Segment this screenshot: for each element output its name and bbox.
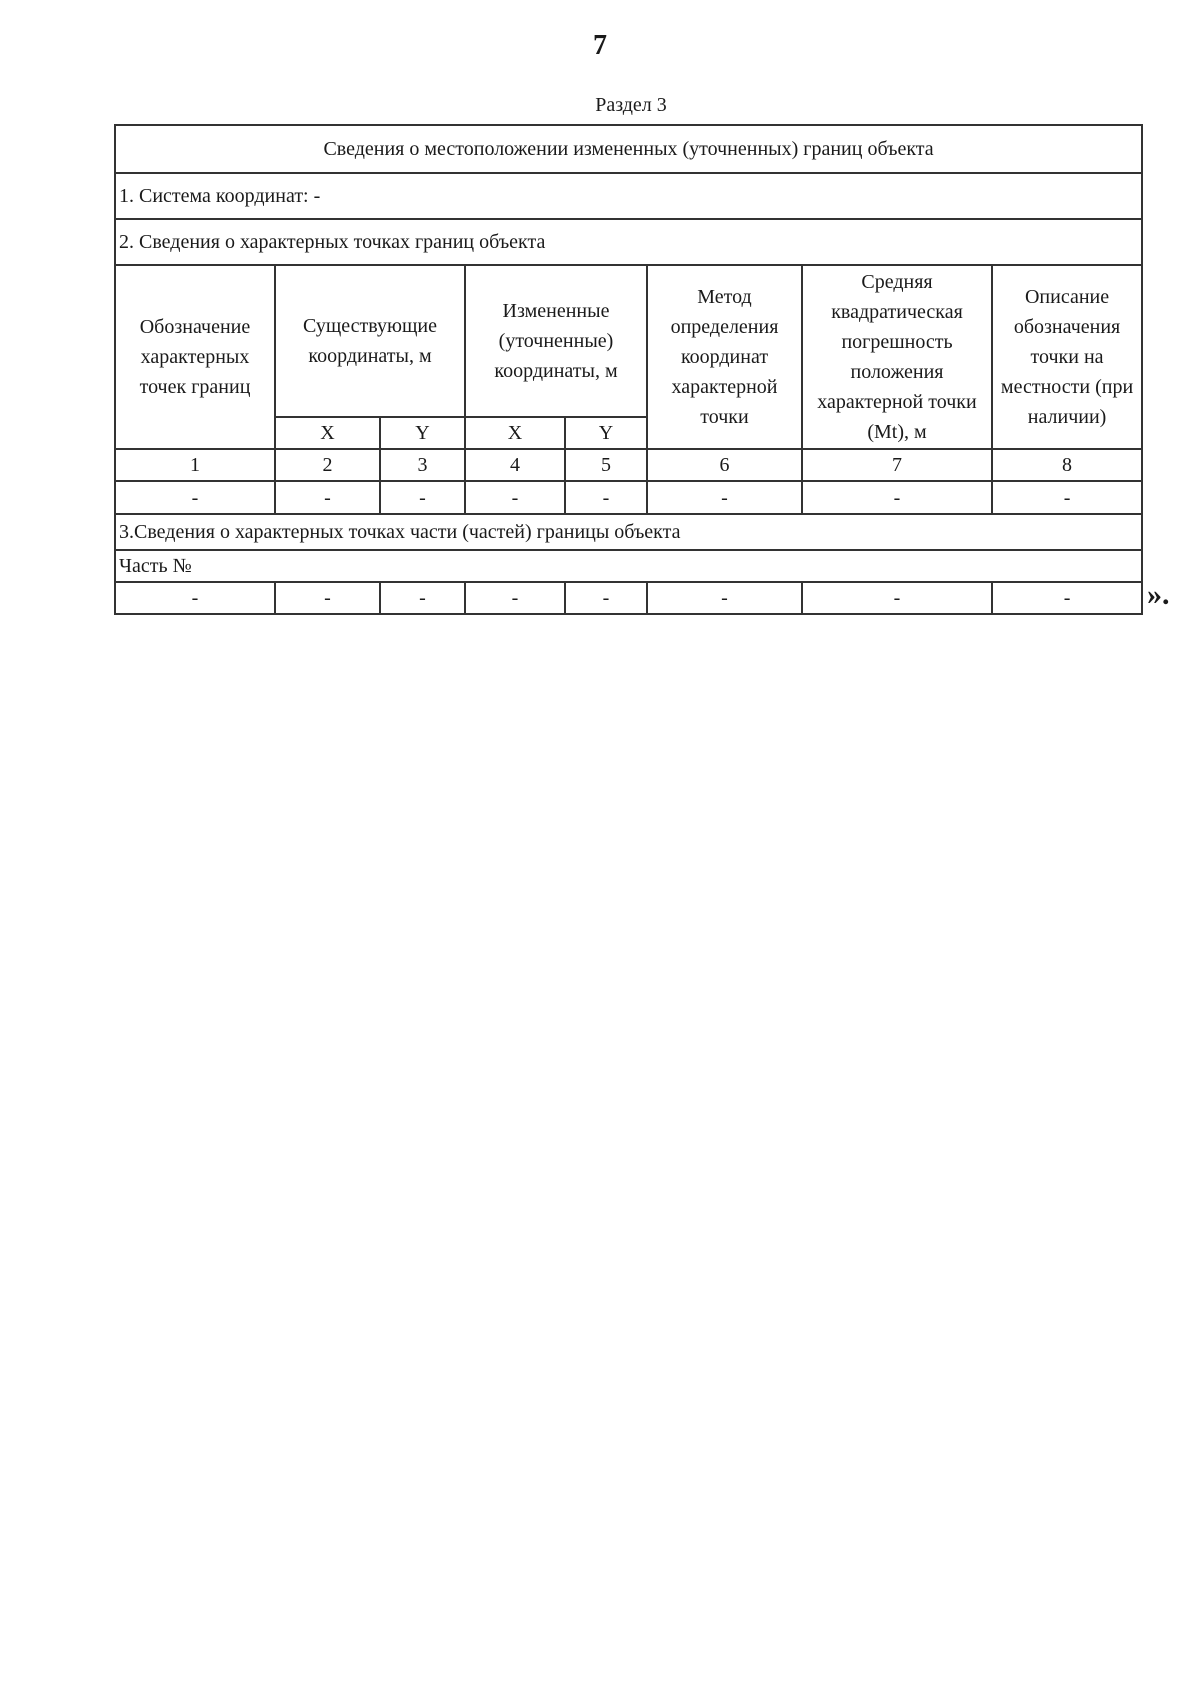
table-cell: - xyxy=(992,481,1142,514)
table-cell: - xyxy=(802,481,992,514)
table-cell: - xyxy=(115,582,275,614)
table-cell: - xyxy=(380,481,465,514)
table-cell: - xyxy=(565,481,647,514)
header-changed-x: X xyxy=(465,417,565,449)
column-number: 3 xyxy=(380,449,465,481)
closing-quote: ». xyxy=(1147,578,1170,611)
table-cell: - xyxy=(565,582,647,614)
column-number: 6 xyxy=(647,449,802,481)
page-number: 7 xyxy=(593,30,607,61)
column-numbers-row xyxy=(115,449,1142,481)
table-row xyxy=(115,481,1142,514)
section-title: Раздел 3 xyxy=(595,94,667,116)
table-cell: - xyxy=(465,582,565,614)
table-row xyxy=(115,582,1142,614)
section-2-title: 2. Сведения о характерных точках границ объекта xyxy=(115,219,1142,265)
coordinate-system: 1. Система координат: - xyxy=(115,173,1142,219)
header-changed-coordinates: Измененные (уточненные) координаты, м xyxy=(465,265,647,417)
header-changed-y: Y xyxy=(565,417,647,449)
table-cell: - xyxy=(647,481,802,514)
column-number: 4 xyxy=(465,449,565,481)
table-cell: - xyxy=(115,481,275,514)
table-cell: - xyxy=(380,582,465,614)
header-method: Метод определения координат характерной точки xyxy=(647,265,802,449)
boundary-table-wrapper xyxy=(114,124,1141,615)
column-number: 1 xyxy=(115,449,275,481)
header-point-designation: Обозначение характерных точек границ xyxy=(115,265,275,449)
table-cell: - xyxy=(275,582,380,614)
table-cell: - xyxy=(802,582,992,614)
header-existing-x: X xyxy=(275,417,380,449)
header-description: Описание обозначения точки на местности (при наличии) xyxy=(992,265,1142,449)
column-number: 7 xyxy=(802,449,992,481)
section-3-title: 3.Сведения о характерных точках части (частей) границы объекта xyxy=(115,514,1142,550)
header-existing-y: Y xyxy=(380,417,465,449)
column-number: 8 xyxy=(992,449,1142,481)
table-cell: - xyxy=(465,481,565,514)
table-title: Сведения о местоположении измененных (уточненных) границ объекта xyxy=(115,125,1142,173)
table-cell: - xyxy=(647,582,802,614)
column-number: 2 xyxy=(275,449,380,481)
column-number: 5 xyxy=(565,449,647,481)
header-existing-coordinates: Существующие координаты, м xyxy=(275,265,465,417)
header-error: Средняя квадратическая погрешность положения характерной точки (Mt), м xyxy=(802,265,992,449)
table-cell: - xyxy=(992,582,1142,614)
part-label: Часть № xyxy=(115,550,1142,582)
boundary-table xyxy=(114,124,1143,615)
table-cell: - xyxy=(275,481,380,514)
